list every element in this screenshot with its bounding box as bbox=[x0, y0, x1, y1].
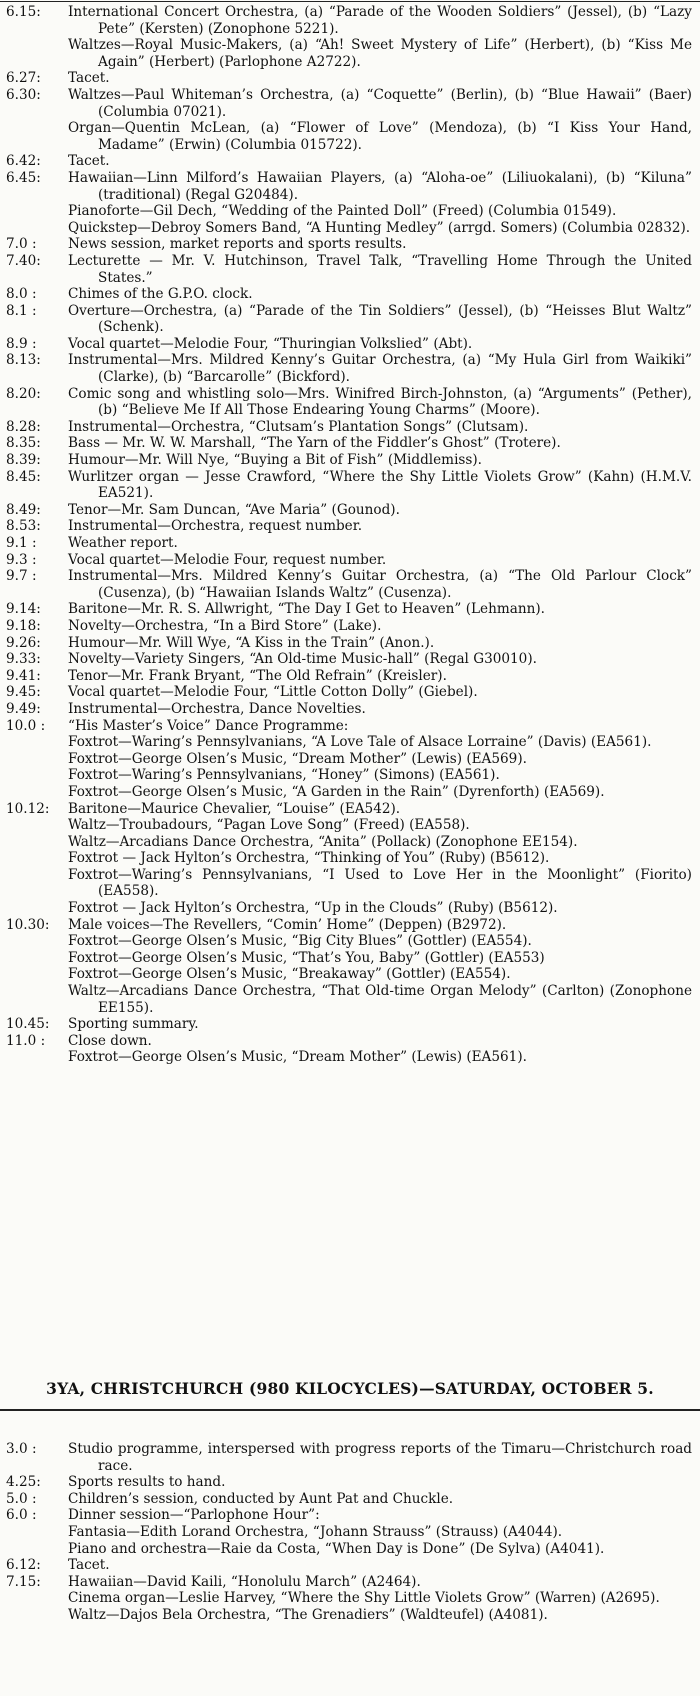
time-slot: 9.14: bbox=[6, 601, 41, 618]
programme-entry bbox=[6, 435, 694, 452]
programme-sub-item: Cinema organ—Leslie Harvey, “Where the Shy Little Violets Grow” (Warren) (A2695). bbox=[68, 1590, 660, 1607]
programme-entry bbox=[6, 651, 694, 668]
time-slot: 6.27: bbox=[6, 70, 41, 87]
programme-item: “His Master’s Voice” Dance Programme: bbox=[68, 717, 349, 734]
programme-entry bbox=[6, 419, 694, 436]
programme-entry bbox=[6, 635, 694, 652]
programme-sub-item: Foxtrot—George Olsen’s Music, “Dream Mother” (Lewis) (EA569). bbox=[68, 750, 527, 767]
time-slot: 8.49: bbox=[6, 501, 41, 518]
programme-sub-item: Foxtrot—Waring’s Pennsylvanians, “I Used to Love Her in the Moonlight” (Fiorito) (EA558). bbox=[68, 866, 692, 900]
programme-entry bbox=[6, 668, 694, 685]
time-slot: 7.0 : bbox=[6, 236, 37, 253]
programme-sub-item: Foxtrot—Waring’s Pennsylvanians, “A Love Tale of Alsace Lorraine” (Davis) (EA561). bbox=[68, 734, 652, 751]
time-slot: 9.3 : bbox=[6, 551, 37, 568]
programme-item: Vocal quartet—Melodie Four, “Thuringian Volkslied” (Abt). bbox=[68, 335, 473, 352]
programme-sub-item: Foxtrot — Jack Hylton’s Orchestra, “Thinking of You” (Ruby) (B5612). bbox=[68, 850, 550, 867]
programme-item: Instrumental—Mrs. Mildred Kenny’s Guitar Orchestra, (a) “My Hula Girl from Waikiki” (Clarke), (b) “Barcarolle” (Bickford). bbox=[68, 352, 692, 386]
programme-item: Baritone—Mr. R. S. Allwright, “The Day I Get to Heaven” (Lehmann). bbox=[68, 601, 545, 618]
programme-item: Tacet. bbox=[68, 70, 110, 87]
programme-item: International Concert Orchestra, (a) “Parade of the Wooden Soldiers” (Jessel), (b) “Lazy Pete” (Kersten) (Zonophone 5221). bbox=[68, 4, 692, 37]
programme-sub-item: Foxtrot—George Olsen’s Music, “Breakaway” (Gottler) (EA554). bbox=[68, 966, 511, 983]
programme-entry bbox=[6, 336, 694, 353]
programme-item: Vocal quartet—Melodie Four, “Little Cotton Dolly” (Giebel). bbox=[68, 684, 478, 701]
programme-item: Chimes of the G.P.O. clock. bbox=[68, 286, 253, 303]
time-slot: 5.0 : bbox=[6, 1490, 37, 1507]
programme-item: Close down. bbox=[68, 1032, 152, 1049]
time-slot: 8.0 : bbox=[6, 286, 37, 303]
programme-item: Weather report. bbox=[68, 535, 178, 551]
programme-entry bbox=[6, 917, 694, 1017]
time-slot: 8.9 : bbox=[6, 335, 37, 352]
programme-item: Instrumental—Orchestra, Dance Novelties. bbox=[68, 700, 366, 717]
programme-item: Baritone—Maurice Chevalier, “Louise” (EA542). bbox=[68, 800, 401, 817]
programme-sub-item: Organ—Quentin McLean, (a) “Flower of Love” (Mendoza), (b) “I Kiss Your Hand, Madame” (Erwin) (Columbia 015722). bbox=[68, 120, 692, 153]
programme-item: Sporting summary. bbox=[68, 1016, 199, 1033]
programme-sub-item: Foxtrot—George Olsen’s Music, “A Garden in the Rain” (Dyrenforth) (EA569). bbox=[68, 783, 605, 800]
programme-sub-item: Fantasia—Edith Lorand Orchestra, “Johann Strauss” (Strauss) (A4044). bbox=[68, 1523, 563, 1540]
programme-sub-item: Waltz—Arcadians Dance Orchestra, “That Old-time Organ Melody” (Carlton) (Zonophone EE155). bbox=[68, 983, 692, 1016]
programme-entry bbox=[6, 253, 694, 286]
time-slot: 8.20: bbox=[6, 385, 41, 402]
programme-entry bbox=[6, 618, 694, 635]
programme-entry bbox=[6, 568, 694, 601]
programme-item: Wurlitzer organ — Jesse Crawford, “Where the Shy Little Violets Grow” (Kahn) (H.M.V. EA521). bbox=[68, 468, 692, 502]
programme-entry bbox=[6, 303, 694, 336]
programme-sub-item: Pianoforte—Gil Dech, “Wedding of the Painted Doll” (Freed) (Columbia 01549). bbox=[68, 203, 617, 220]
programme-item: Bass — Mr. W. W. Marshall, “The Yarn of the Fiddler’s Ghost” (Trotere). bbox=[68, 435, 561, 452]
programme-entry bbox=[6, 552, 694, 569]
programme-listing-3ya bbox=[6, 1441, 694, 1624]
programme-item: Tacet. bbox=[68, 153, 110, 170]
programme-entry bbox=[6, 286, 694, 303]
programme-item: Waltzes—Paul Whiteman’s Orchestra, (a) “Coquette” (Berlin), (b) “Blue Hawaii” (Baer) (Columbia 07021). bbox=[68, 86, 692, 120]
programme-entry bbox=[6, 718, 694, 801]
programme-listing-continued bbox=[6, 4, 694, 1066]
programme-item: Dinner session—“Parlophone Hour”: bbox=[68, 1507, 320, 1524]
time-slot: 7.15: bbox=[6, 1573, 41, 1590]
programme-item: Hawaiian—David Kaili, “Honolulu March” (A2464). bbox=[68, 1573, 421, 1590]
programme-entry bbox=[6, 601, 694, 618]
time-slot: 8.53: bbox=[6, 518, 41, 535]
station-heading: 3YA, CHRISTCHURCH (980 KILOCYCLES)—SATURDAY, OCTOBER 5. bbox=[46, 1379, 654, 1398]
programme-entry bbox=[6, 701, 694, 718]
programme-item: Novelty—Orchestra, “In a Bird Store” (Lake). bbox=[68, 617, 382, 634]
time-slot: 8.28: bbox=[6, 418, 41, 435]
programme-entry bbox=[6, 684, 694, 701]
programme-entry bbox=[6, 1574, 694, 1624]
programme-item: Lecturette — Mr. V. Hutchinson, Travel Talk, “Travelling Home Through the United States.” bbox=[68, 252, 692, 286]
programme-entry bbox=[6, 452, 694, 469]
programme-item: Tacet. bbox=[68, 1557, 110, 1574]
time-slot: 9.41: bbox=[6, 667, 41, 684]
programme-entry bbox=[6, 1557, 694, 1574]
time-slot: 8.39: bbox=[6, 452, 41, 469]
programme-entry bbox=[6, 70, 694, 87]
programme-item: Humour—Mr. Will Nye, “Buying a Bit of Fish” (Middlemiss). bbox=[68, 452, 482, 469]
time-slot: 9.1 : bbox=[6, 535, 37, 551]
programme-item: Instrumental—Mrs. Mildred Kenny’s Guitar Orchestra, (a) “The Old Parlour Clock” (Cusenza), (b) “Hawaiian Islands Waltz” (Cusenza). bbox=[68, 568, 692, 601]
time-slot: 8.45: bbox=[6, 468, 41, 485]
time-slot: 6.45: bbox=[6, 169, 41, 186]
time-slot: 6.15: bbox=[6, 4, 41, 20]
programme-entry bbox=[6, 386, 694, 419]
programme-sub-item: Foxtrot—George Olsen’s Music, “Dream Mother” (Lewis) (EA561). bbox=[68, 1049, 527, 1066]
programme-entry bbox=[6, 352, 694, 385]
programme-entry bbox=[6, 1016, 694, 1033]
programme-entry bbox=[6, 469, 694, 502]
time-slot: 6.42: bbox=[6, 153, 41, 170]
time-slot: 9.45: bbox=[6, 684, 41, 701]
programme-sub-item: Waltz—Dajos Bela Orchestra, “The Grenadiers” (Waldteufel) (A4081). bbox=[68, 1606, 548, 1623]
programme-entry bbox=[6, 87, 694, 153]
time-slot: 9.33: bbox=[6, 651, 41, 668]
programme-item: Children’s session, conducted by Aunt Pat and Chuckle. bbox=[68, 1490, 454, 1507]
programme-sub-item: Waltz—Arcadians Dance Orchestra, “Anita” (Pollack) (Zonophone EE154). bbox=[68, 833, 578, 850]
time-slot: 3.0 : bbox=[6, 1441, 37, 1457]
programme-sub-item: Waltz—Troubadours, “Pagan Love Song” (Freed) (EA558). bbox=[68, 817, 470, 834]
time-slot: 9.26: bbox=[6, 634, 41, 651]
time-slot: 6.12: bbox=[6, 1557, 41, 1574]
programme-sub-item: Waltzes—Royal Music-Makers, (a) “Ah! Sweet Mystery of Life” (Herbert), (b) “Kiss Me Again” (Herbert) (Parlophone A2722). bbox=[68, 37, 692, 70]
programme-item: Overture—Orchestra, (a) “Parade of the Tin Soldiers” (Jessel), (b) “Heisses Blut Waltz” (Schenk). bbox=[68, 302, 692, 336]
programme-sub-item: Foxtrot—George Olsen’s Music, “Big City Blues” (Gottler) (EA554). bbox=[68, 933, 532, 950]
programme-entry bbox=[6, 1507, 694, 1557]
time-slot: 7.40: bbox=[6, 252, 41, 269]
time-slot: 10.30: bbox=[6, 916, 50, 933]
time-slot: 9.18: bbox=[6, 617, 41, 634]
time-slot: 10.45: bbox=[6, 1016, 50, 1033]
programme-entry bbox=[6, 153, 694, 170]
programme-item: Instrumental—Orchestra, “Clutsam’s Plantation Songs” (Clutsam). bbox=[68, 418, 529, 435]
programme-item: Comic song and whistling solo—Mrs. Winifred Birch-Johnston, (a) “Arguments” (Pether), (b) “Believe Me If All Those Endearing Young Charms” (Moore). bbox=[68, 385, 692, 419]
programme-item: Instrumental—Orchestra, request number. bbox=[68, 518, 363, 535]
programme-sub-item: Quickstep—Debroy Somers Band, “A Hunting Medley” (arrgd. Somers) (Columbia 02832). bbox=[68, 219, 691, 236]
time-slot: 8.35: bbox=[6, 435, 41, 452]
programme-entry bbox=[6, 1033, 694, 1066]
programme-entry bbox=[6, 1474, 694, 1491]
programme-item: Male voices—The Revellers, “Comin’ Home” (Deppen) (B2972). bbox=[68, 916, 507, 933]
programme-entry bbox=[6, 170, 694, 236]
programme-entry bbox=[6, 236, 694, 253]
programme-sub-item: Foxtrot—Waring’s Pennsylvanians, “Honey” (Simons) (EA561). bbox=[68, 767, 500, 784]
programme-item: Sports results to hand. bbox=[68, 1474, 226, 1491]
time-slot: 9.49: bbox=[6, 700, 41, 717]
programme-item: Novelty—Variety Singers, “An Old-time Music-hall” (Regal G30010). bbox=[68, 651, 537, 668]
time-slot: 11.0 : bbox=[6, 1032, 46, 1049]
programme-entry bbox=[6, 1441, 694, 1474]
time-slot: 8.13: bbox=[6, 352, 41, 369]
programme-item: Tenor—Mr. Sam Duncan, “Ave Maria” (Gounod). bbox=[68, 501, 400, 518]
programme-entry bbox=[6, 535, 694, 552]
programme-item: News session, market reports and sports results. bbox=[68, 236, 407, 253]
programme-sub-item: Foxtrot—George Olsen’s Music, “That’s You, Baby” (Gottler) (EA553) bbox=[68, 949, 545, 966]
top-rule bbox=[0, 1, 700, 2]
time-slot: 6.30: bbox=[6, 86, 41, 103]
time-slot: 4.25: bbox=[6, 1474, 41, 1491]
time-slot: 10.0 : bbox=[6, 717, 46, 734]
programme-entry bbox=[6, 801, 694, 917]
time-slot: 6.0 : bbox=[6, 1507, 37, 1524]
programme-item: Hawaiian—Linn Milford’s Hawaiian Players, (a) “Aloha-oe” (Liliuokalani), (b) “Kiluna” (traditional) (Regal G20484). bbox=[68, 169, 692, 203]
heading-rule bbox=[0, 1409, 700, 1411]
programme-entry bbox=[6, 4, 694, 70]
time-slot: 9.7 : bbox=[6, 568, 37, 585]
time-slot: 8.1 : bbox=[6, 302, 37, 319]
programme-entry bbox=[6, 502, 694, 519]
programme-item: Vocal quartet—Melodie Four, request number. bbox=[68, 551, 387, 568]
programme-item: Studio programme, interspersed with progress reports of the Timaru—Christchurch road race. bbox=[68, 1441, 692, 1474]
programme-entry bbox=[6, 518, 694, 535]
programme-entry bbox=[6, 1491, 694, 1508]
programme-sub-item: Piano and orchestra—Raie da Costa, “When Day is Done” (De Sylva) (A4041). bbox=[68, 1540, 605, 1557]
programme-sub-item: Foxtrot — Jack Hylton’s Orchestra, “Up in the Clouds” (Ruby) (B5612). bbox=[68, 900, 558, 917]
time-slot: 10.12: bbox=[6, 800, 50, 817]
programme-item: Tenor—Mr. Frank Bryant, “The Old Refrain” (Kreisler). bbox=[68, 667, 447, 684]
programme-item: Humour—Mr. Will Wye, “A Kiss in the Train” (Anon.). bbox=[68, 634, 435, 651]
